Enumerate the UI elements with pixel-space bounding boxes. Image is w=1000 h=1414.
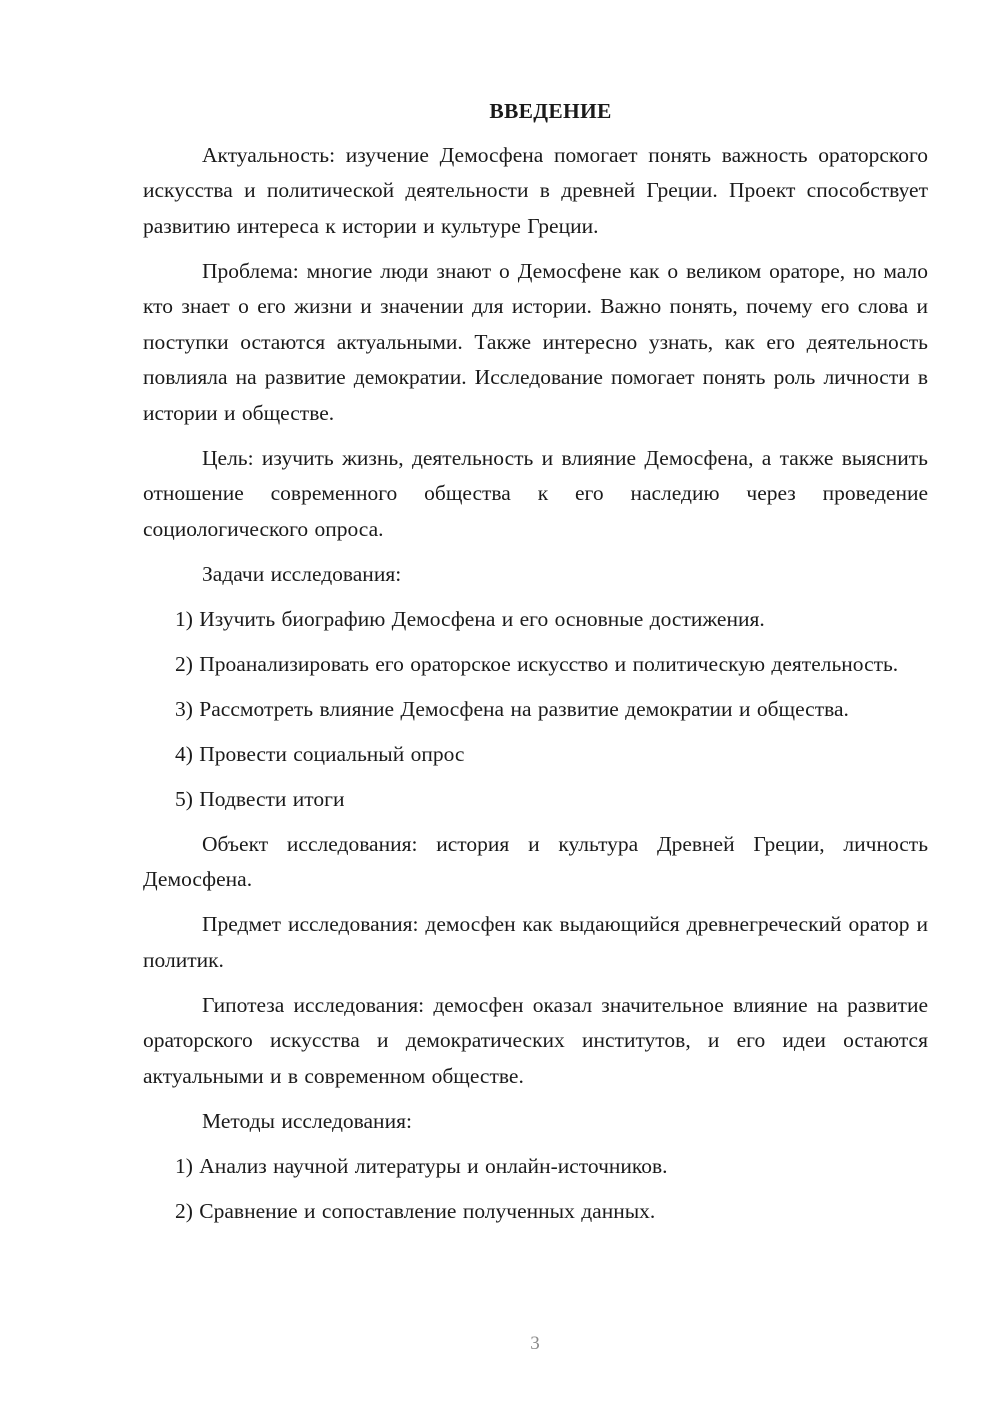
task-item-2: 2) Проанализировать его ораторское искусство и политическую деятельность. — [175, 651, 899, 676]
paragraph-goal: Цель: изучить жизнь, деятельность и влияние Демосфена, а также выяснить отношение современного общества к его наследию через проведение социологического опроса. — [143, 445, 928, 541]
method-item-2: 2) Сравнение и сопоставление полученных данных. — [175, 1198, 656, 1223]
task-item-4: 4) Провести социальный опрос — [175, 741, 465, 766]
paragraph-subject: Предмет исследования: демосфен как выдающийся древнегреческий оратор и политик. — [143, 912, 928, 972]
page-number: 3 — [530, 1333, 540, 1354]
method-item-1: 1) Анализ научной литературы и онлайн-источников. — [175, 1153, 668, 1178]
paragraph-hypothesis: Гипотеза исследования: демосфен оказал значительное влияние на развитие ораторского искусства и демократических институтов, и его идеи остаются актуальными и в современном обществе. — [143, 992, 928, 1088]
paragraph-object: Объект исследования: история и культура Древней Греции, личность Демосфена. — [143, 831, 928, 891]
section-heading: ВВЕДЕНИЕ — [489, 99, 612, 123]
task-item-3: 3) Рассмотреть влияние Демосфена на развитие демократии и общества. — [175, 696, 849, 721]
paragraph-methods-heading: Методы исследования: — [202, 1108, 412, 1133]
task-item-1: 1) Изучить биографию Демосфена и его основные достижения. — [175, 606, 765, 631]
paragraph-problem: Проблема: многие люди знают о Демосфене как о великом ораторе, но мало кто знает о его жизни и значении для истории. Важно понять, почему его слова и поступки остаются актуальными. Также интересно узнать, как его деятельность повлияла на развитие демократии. Исследование помогает понять роль личности в истории и обществе. — [143, 258, 928, 425]
paragraph-relevance: Актуальность: изучение Демосфена помогает понять важность ораторского искусства и политической деятельности в древней Греции. Проект способствует развитию интереса к истории и культуре Греции. — [143, 142, 928, 238]
paragraph-tasks-heading: Задачи исследования: — [202, 561, 402, 586]
task-item-5: 5) Подвести итоги — [175, 786, 345, 811]
document-page — [143, 94, 928, 1239]
